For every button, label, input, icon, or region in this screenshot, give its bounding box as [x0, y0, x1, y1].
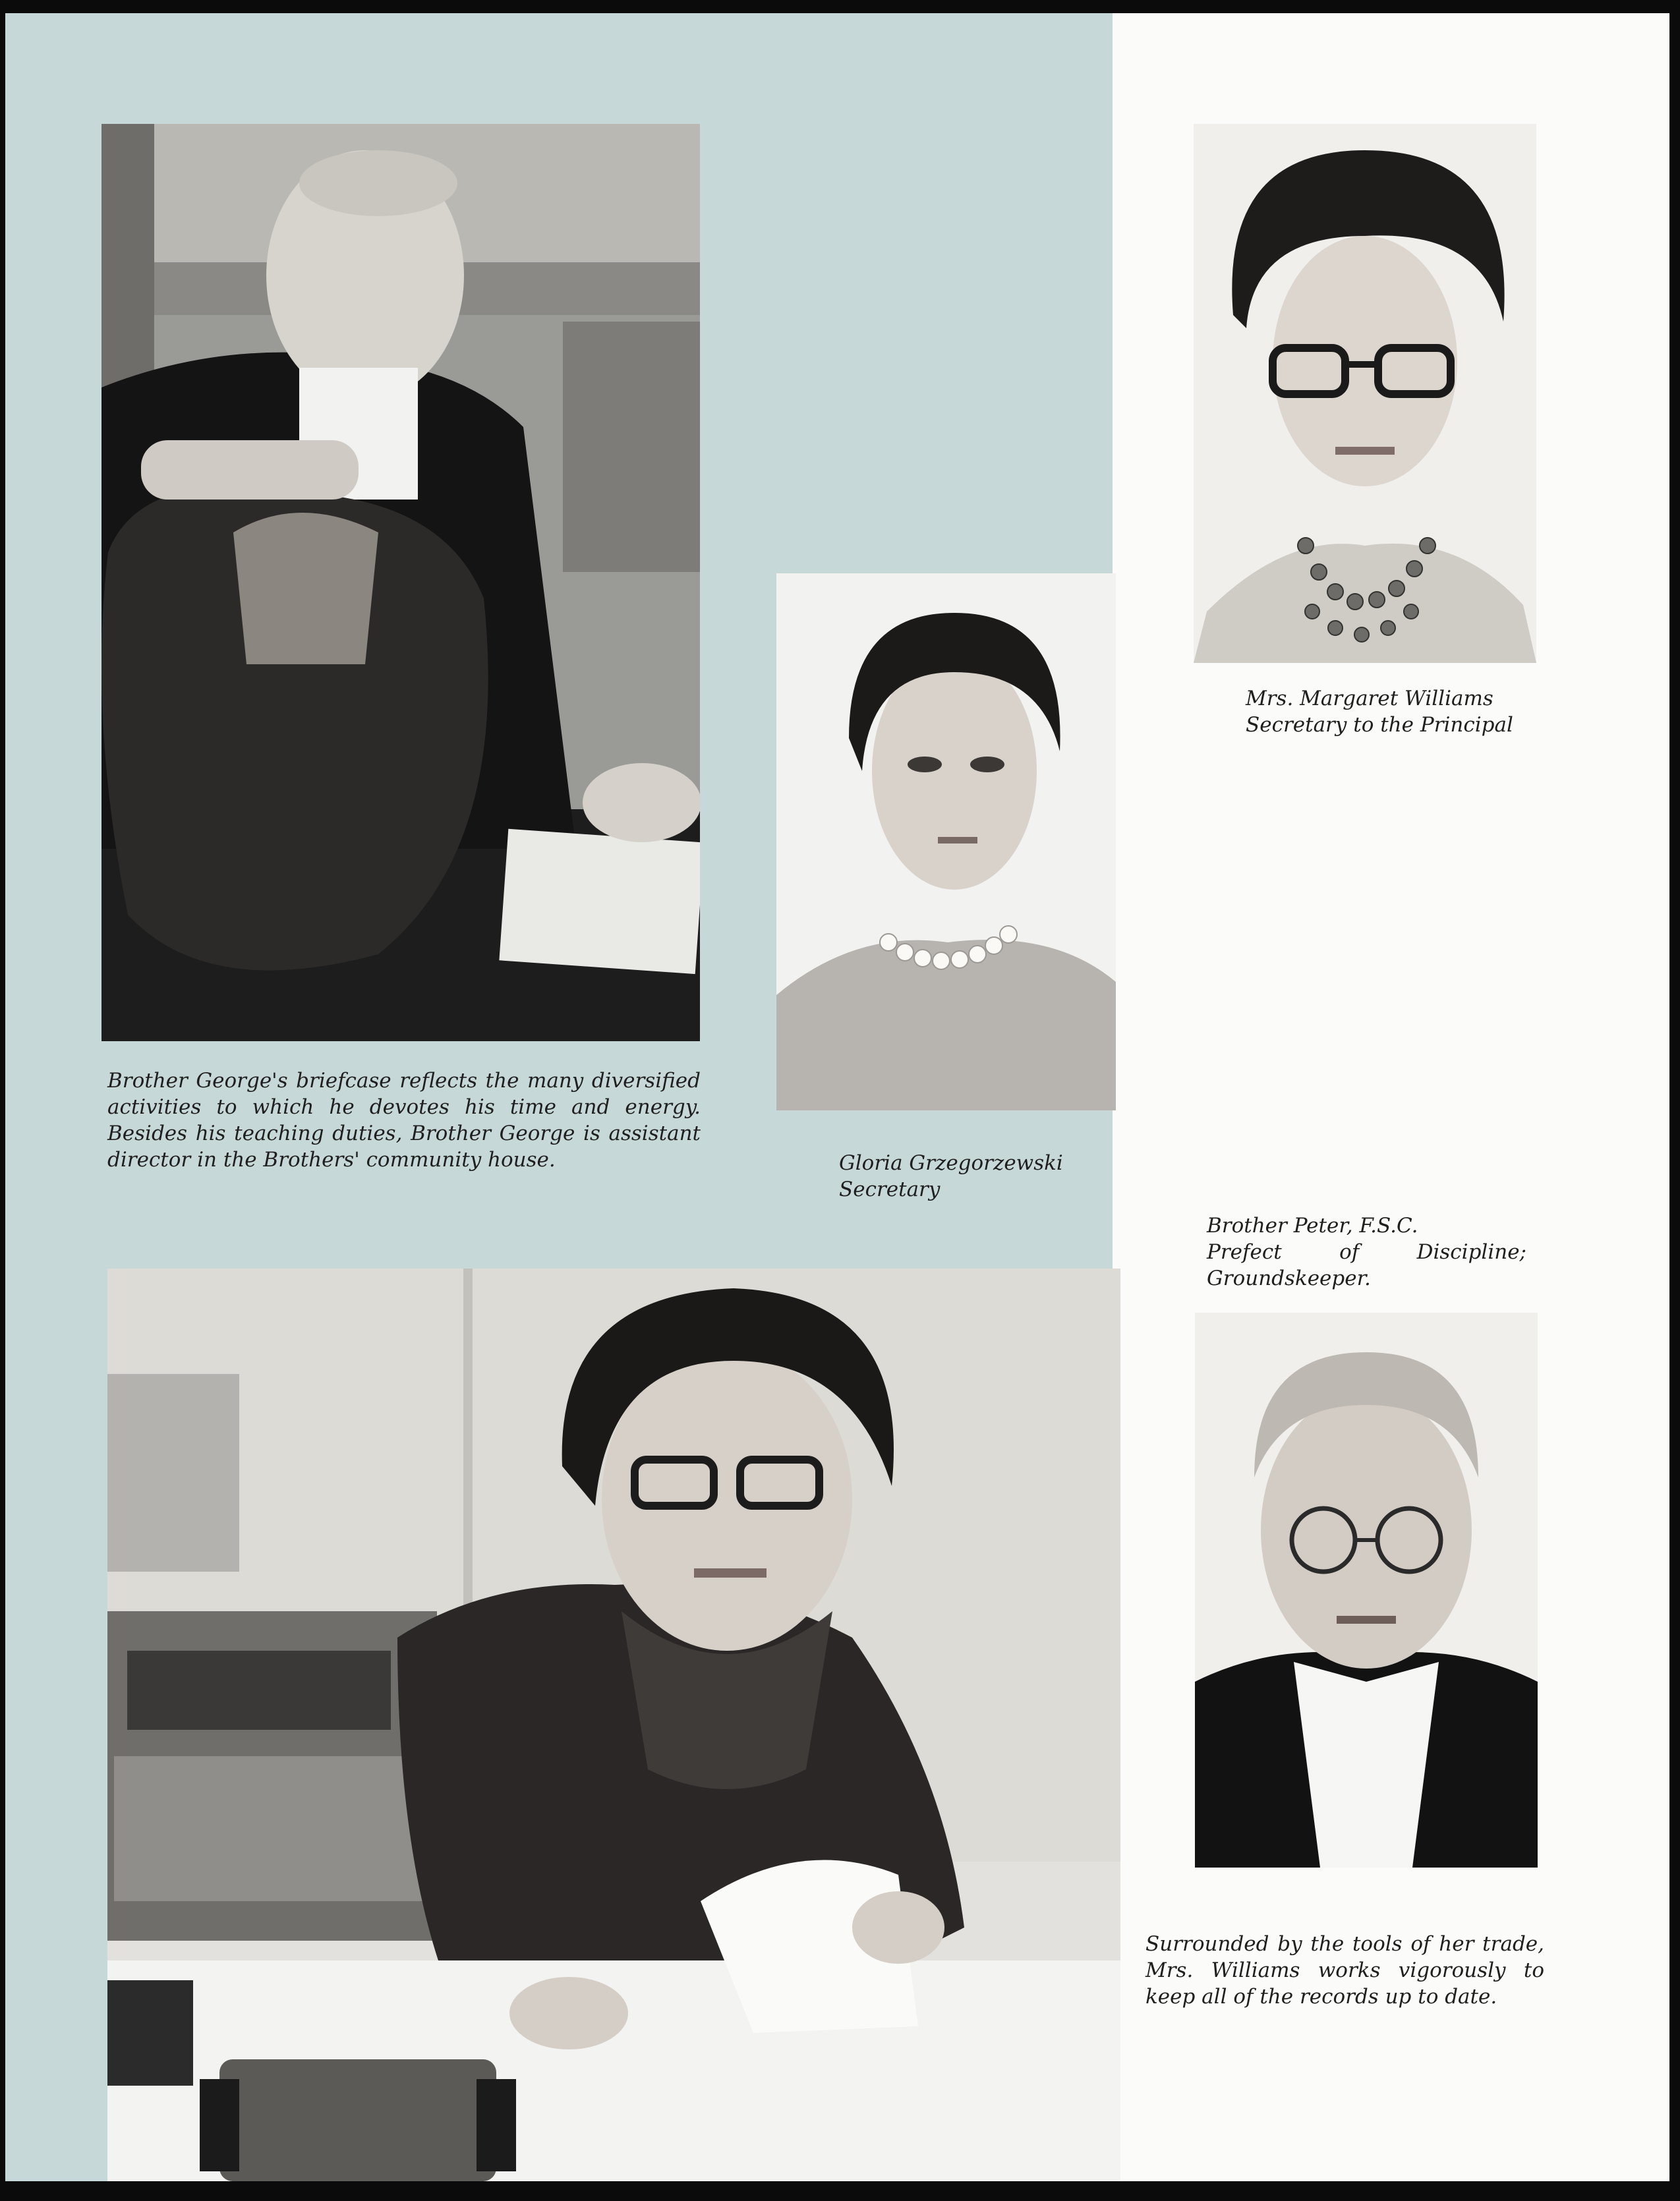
gloria-grzegorzewski-portrait: [776, 573, 1116, 1110]
margaret-name: Mrs. Margaret Williams: [1246, 687, 1493, 710]
gloria-caption: [839, 1150, 1103, 1203]
margaret-title: Secretary to the Principal: [1246, 713, 1513, 737]
brother-peter-caption: [1207, 1213, 1526, 1292]
brother-peter-portrait: [1195, 1313, 1538, 1868]
margaret-williams-caption: [1246, 685, 1615, 738]
brother-george-caption: Brother George's briefcase reflects the many diversified activities to which he devotes his time and energy. Besides his teaching duties, Brother George is assistant director in the Brothers' community house.: [107, 1069, 701, 1172]
gloria-name: Gloria Grzegorzewski: [839, 1151, 1063, 1175]
gloria-title: Secretary: [839, 1178, 941, 1201]
yearbook-page: [5, 13, 1669, 2181]
brother-peter-name: Brother Peter, F.S.C.: [1207, 1214, 1418, 1238]
williams-at-desk-photo: [107, 1269, 1120, 2181]
williams-desk-caption: Surrounded by the tools of her trade, Mrs. Williams works vigorously to keep all of the records up to date.: [1145, 1932, 1544, 2009]
brother-george-photo: [101, 124, 700, 1041]
brother-peter-title: Prefect of Discipline; Groundskeeper.: [1207, 1240, 1526, 1290]
margaret-williams-portrait: [1194, 124, 1536, 663]
